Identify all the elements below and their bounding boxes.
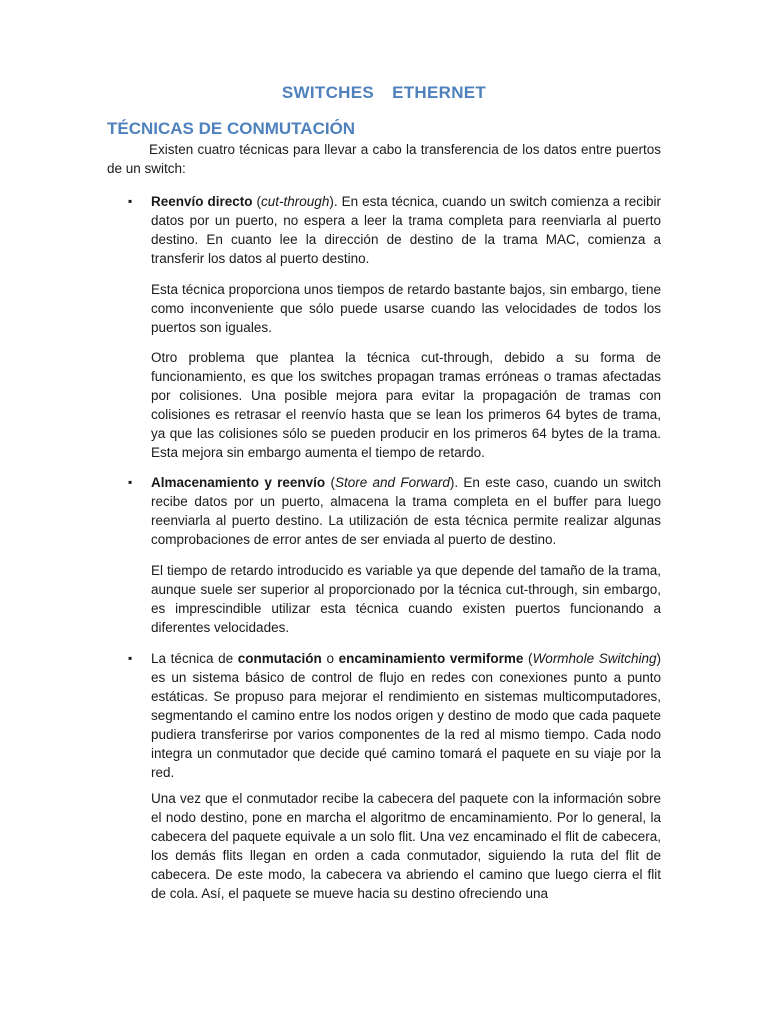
wormhole-term-1: conmutación	[237, 651, 322, 666]
bullet-wormhole	[128, 649, 661, 782]
intro-paragraph: Existen cuatro técnicas para llevar a cabo la transferencia de los datos entre puertos de un switch:	[107, 142, 661, 176]
cut-through-alt: cut-through	[261, 194, 330, 209]
wormhole-paragraph-2: Una vez que el conmutador recibe la cabecera del paquete con la información sobre el nodo destino, pone en marcha el algoritmo de encaminamiento. Por lo general, la cabecera del paquete equivale a un solo flit. Una vez encaminado el flit de cabecera, los demás flits llegan en orden a cada conmutador, siguiendo la ruta del flit de cabecera. De este modo, la cabecera va abriendo el camino que luego cierra el flit de cola. Así, el paquete se mueve hacia su destino ofreciendo una	[151, 791, 661, 901]
section-heading: TÉCNICAS DE CONMUTACIÓN	[107, 119, 356, 138]
bullet-marker: ▪	[128, 651, 133, 665]
store-forward-paragraph-2: El tiempo de retardo introducido es variable ya que depende del tamaño de la trama, aunque suele ser superior al proporcionado por la técnica cut-through, sin embargo, es imprescindible utilizar esta técnica cuando existen puertos funcionando a diferentes velocidades.	[151, 563, 661, 635]
bullet-store-forward	[128, 473, 661, 549]
document-title: SWITCHES ETHERNET	[281, 83, 487, 102]
wormhole-text: ) es un sistema básico de control de flujo en redes con conexiones punto a punto estáticas. Se propuso para mejorar el rendimiento en sistemas multicomputadores, segmentando el camino entre los nodos origen y destino de modo que cada paquete pudiera transferirse por varios componentes de la red al mismo tiempo. Cada nodo integra un conmutador que decide qué camino tomará el paquete en su viaje por la red.	[151, 651, 662, 780]
store-forward-paragraph: Almacenamiento y reenvío (Store and Forward). En este caso, cuando un switch recibe datos por un puerto, almacena la trama completa en el buffer para luego reenviarla al puerto destino. La utilización de esta técnica permite realizar algunas comprobaciones de error antes de ser enviada al puerto de destino.	[151, 475, 661, 547]
cut-through-text: ). En esta técnica, cuando un switch comienza a recibir datos por un puerto, no espera a leer la trama completa para reenviarla al puerto destino. En cuanto lee la dirección de destino de la trama MAC, comienza a transferir los datos al puerto destino.	[151, 194, 661, 266]
bullet-marker: ▪	[128, 475, 133, 489]
cut-through-paragraph-3: Otro problema que plantea la técnica cut-through, debido a su forma de funcionamiento, es que los switches propagan tramas erróneas o tramas afectadas por colisiones. Una posible mejora para evitar la propagación de tramas con colisiones es retrasar el reenvío hasta que se lean los primeros 64 bytes de trama, ya que las colisiones sólo se pueden producir en los primeros 64 bytes de la trama. Esta mejora sin embargo aumenta el tiempo de retardo.	[151, 350, 661, 460]
cut-through-term: Reenvío directo	[151, 194, 253, 209]
cut-through-paragraph-2: Esta técnica proporciona unos tiempos de retardo bastante bajos, sin embargo, tiene como inconveniente que sólo puede usarse cuando las velocidades de todos los puertos son iguales.	[151, 282, 661, 335]
wormhole-paragraph: La técnica de conmutación o encaminamiento vermiforme (Wormhole Switching) es un sistema básico de control de flujo en redes con conexiones punto a punto estáticas. Se propuso para mejorar el rendimiento en sistemas multicomputadores, segmentando el camino entre los nodos origen y destino de modo que cada paquete pudiera transferirse por varios componentes de la red al mismo tiempo. Cada nodo integra un conmutador que decide qué camino tomará el paquete en su viaje por la red.	[151, 651, 662, 780]
bullet-marker: ▪	[128, 194, 133, 208]
store-forward-text: ). En este caso, cuando un switch recibe datos por un puerto, almacena la trama completa en el buffer para luego reenviarla al puerto destino. La utilización de esta técnica permite realizar algunas comprobaciones de error antes de ser enviada al puerto de destino.	[151, 475, 661, 547]
store-forward-alt: Store and Forward	[334, 475, 450, 490]
wormhole-alt: Wormhole Switching	[532, 651, 657, 666]
wormhole-term-2: encaminamiento vermiforme	[338, 651, 524, 666]
store-forward-term: Almacenamiento y reenvío	[151, 475, 326, 490]
bullet-cut-through	[128, 192, 661, 268]
cut-through-paragraph: Reenvío directo (cut-through). En esta técnica, cuando un switch comienza a recibir datos por un puerto, no espera a leer la trama completa para reenviarla al puerto destino. En cuanto lee la dirección de destino de la trama MAC, comienza a transferir los datos al puerto destino.	[151, 194, 661, 266]
